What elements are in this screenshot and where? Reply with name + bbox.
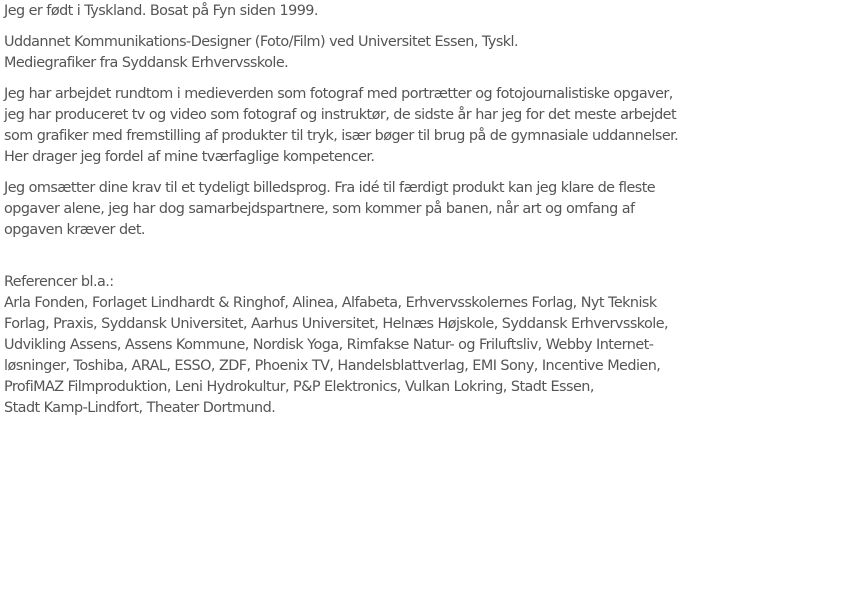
bio-document (4, 1, 838, 429)
services-paragraph: Jeg omsætter dine krav til et tydeligt billedsprog. Fra idé til færdigt produkt kan jeg klare de fleste opgaver alene, jeg har dog samarbejdspartnere, som kommer på banen, når art og omfang af opgaven kræver det. (4, 180, 656, 238)
education-paragraph: Uddannet Kommunikations-Designer (Foto/Film) ved Universitet Essen, Tyskl. Mediegrafiker fra Syddansk Erhvervsskole. (4, 34, 519, 71)
experience-paragraph: Jeg har arbejdet rundtom i medieverden som fotograf med portrætter og fotojournalistiske opgaver, jeg har produceret tv og video som fotograf og instruktør, de sidste år har jeg for det meste arbejdet som grafiker med fremstilling af produkter til tryk, især bøger til brug på de gymnasiale uddannelser. Her drager jeg fordel af mine tværfaglige kompetencer. (4, 86, 679, 165)
references-block (4, 272, 838, 419)
references-list: Arla Fonden, Forlaget Lindhardt & Ringhof, Alinea, Alfabeta, Erhvervsskolernes Forlag, Nyt Teknisk Forlag, Praxis, Syddansk Universitet, Aarhus Universitet, Helnæs Højskole, Syddansk Erhvervsskole, Udvikling Assens, Assens Kommune, Nordisk Yoga, Rimfakse Natur- og Friluftsliv, Webby Internet- løsninger, Toshiba, ARAL, ESSO, ZDF, Phoenix TV, Handelsblattverlag, EMI Sony, Incentive Medien, ProfiMAZ Filmproduktion, Leni Hydrokultur, P&P Elektronics, Vulkan Lokring, Stadt Essen, Stadt Kamp-Lindfort, Theater Dortmund. (4, 295, 669, 416)
references-heading: Referencer bl.a.: (4, 274, 114, 290)
intro-paragraph: Jeg er født i Tyskland. Bosat på Fyn siden 1999. (4, 3, 318, 19)
